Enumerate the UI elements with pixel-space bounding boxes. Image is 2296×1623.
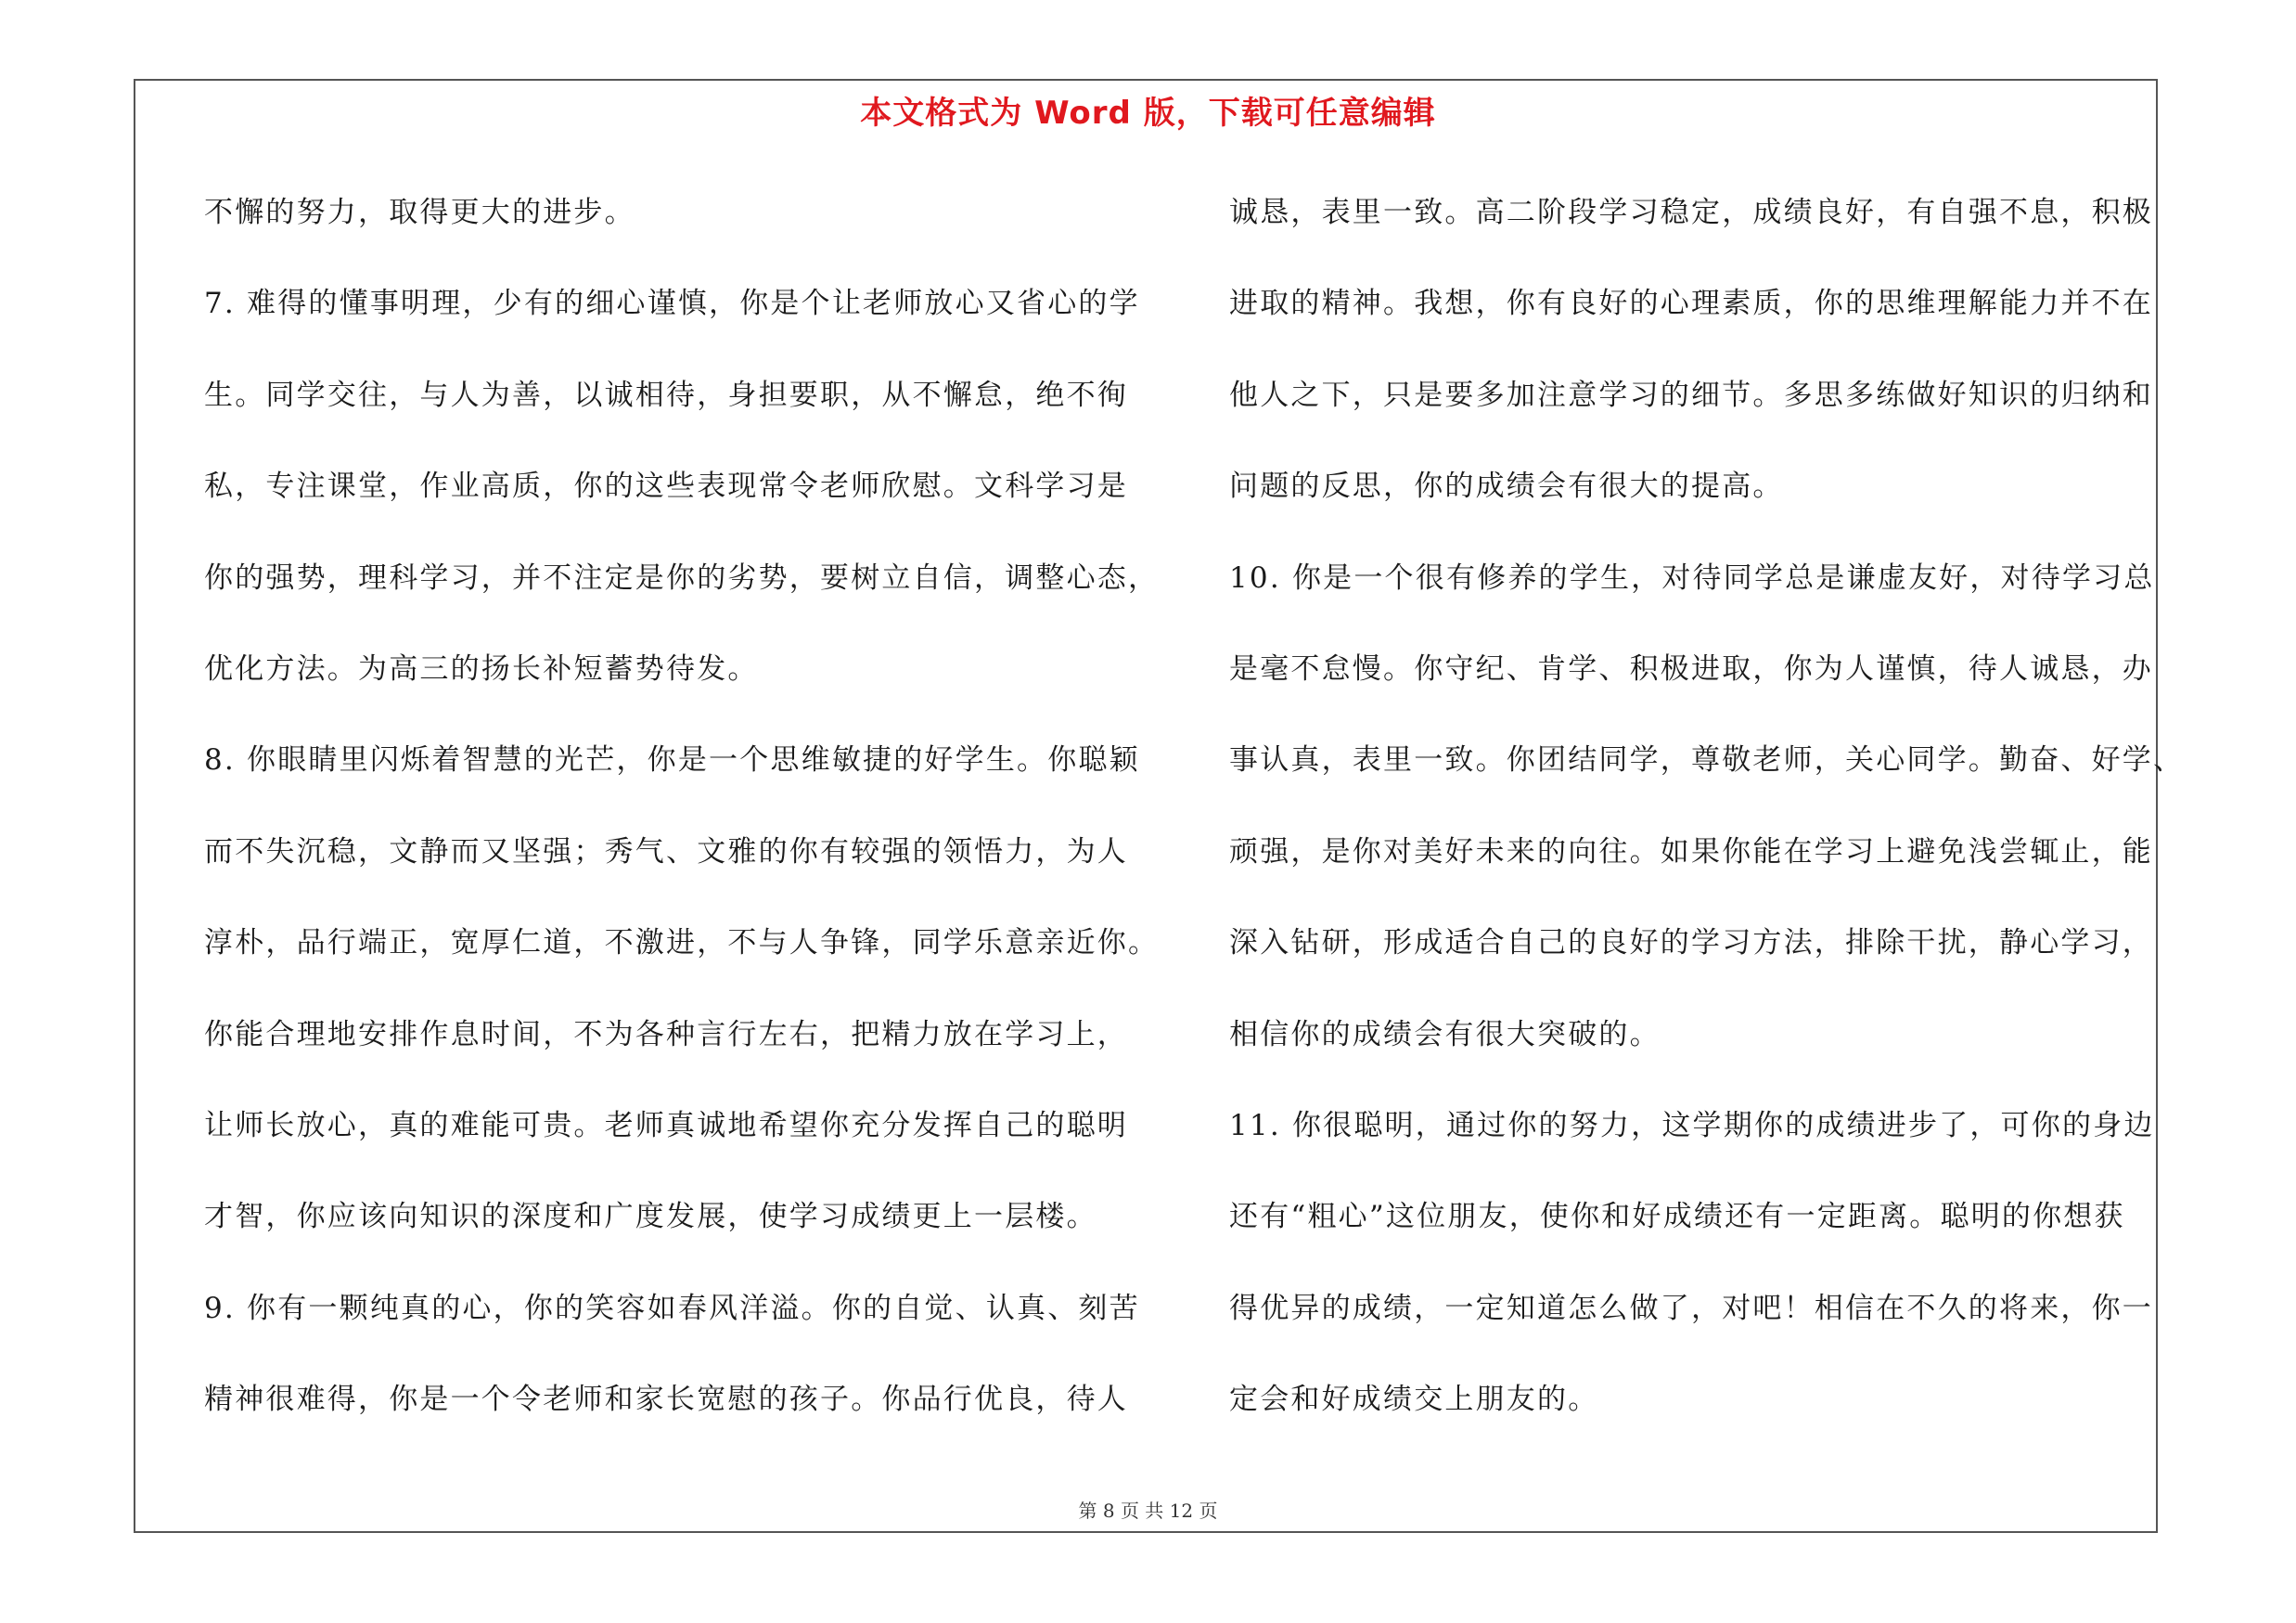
text-line: 而不失沉稳，文静而又坚强；秀气、文雅的你有较强的领悟力，为人: [204, 834, 1128, 869]
text-line: 8. 你眼睛里闪烁着智慧的光芒，你是一个思维敏捷的好学生。你聪颖: [204, 743, 1140, 778]
header-banner: 本文格式为 Word 版，下载可任意编辑: [860, 95, 1436, 132]
text-line: 顽强，是你对美好未来的向往。如果你能在学习上避免浅尝辄止，能: [1229, 834, 2153, 869]
text-line: 让师长放心，真的难能可贵。老师真诚地希望你充分发挥自己的聪明: [204, 1108, 1128, 1142]
text-line: 你能合理地安排作息时间，不为各种言行左右，把精力放在学习上，: [204, 1017, 1128, 1051]
text-line: 淳朴，品行端正，宽厚仁道，不激进，不与人争锋，同学乐意亲近你。: [204, 926, 1160, 960]
text-line: 诚恳，表里一致。高二阶段学习稳定，成绩良好，有自强不息，积极: [1229, 196, 2153, 229]
text-line: 事认真，表里一致。你团结同学，尊敬老师，关心同学。勤奋、好学、: [1229, 743, 2185, 778]
right-column: [1229, 167, 2194, 1445]
text-line: 进取的精神。我想，你有良好的心理素质，你的思维理解能力并不在: [1229, 287, 2153, 321]
text-line: 他人之下，只是要多加注意学习的细节。多思多练做好知识的归纳和: [1229, 378, 2153, 412]
text-line: 深入钻研，形成适合自己的良好的学习方法，排除干扰，静心学习，: [1229, 926, 2153, 960]
text-line: 问题的反思，你的成绩会有很大的提高。: [1229, 470, 1784, 504]
text-line: 还有“粗心”这位朋友，使你和好成绩还有一定距离。聪明的你想获: [1229, 1200, 2125, 1234]
text-line: 相信你的成绩会有很大突破的。: [1229, 1017, 1661, 1051]
text-line: 定会和好成绩交上朋友的。: [1229, 1383, 1599, 1417]
text-line: 是毫不怠慢。你守纪、肯学、积极进取，你为人谨慎，待人诚恳，办: [1229, 651, 2153, 686]
text-line: 生。同学交往，与人为善，以诚相待，身担要职，从不懈怠，绝不徇: [204, 378, 1128, 412]
page-number: 第 8 页 共 12 页: [1078, 1500, 1218, 1522]
text-line: 10. 你是一个很有修养的学生，对待同学总是谦虚友好，对待学习总: [1229, 560, 2155, 595]
text-line: 精神很难得，你是一个令老师和家长宽慰的孩子。你品行优良，待人: [204, 1383, 1128, 1417]
text-line: 得优异的成绩，一定知道怎么做了，对吧！相信在不久的将来，你一: [1229, 1291, 2153, 1325]
left-column: [204, 167, 1160, 1445]
text-line: 9. 你有一颗纯真的心，你的笑容如春风洋溢。你的自觉、认真、刻苦: [204, 1291, 1140, 1325]
text-line: 优化方法。为高三的扬长补短蓄势待发。: [204, 651, 759, 686]
text-line: 私，专注课堂，作业高质，你的这些表现常令老师欣慰。文科学习是: [204, 470, 1128, 504]
text-line: 不懈的努力，取得更大的进步。: [204, 196, 635, 229]
text-line: 7. 难得的懂事明理，少有的细心谨慎，你是个让老师放心又省心的学: [204, 287, 1140, 321]
text-line: 才智，你应该向知识的深度和广度发展，使学习成绩更上一层楼。: [204, 1200, 1097, 1234]
text-line: 你的强势，理科学习，并不注定是你的劣势，要树立自信，调整心态，: [204, 560, 1160, 595]
text-line: 11. 你很聪明，通过你的努力，这学期你的成绩进步了，可你的身边: [1229, 1108, 2155, 1142]
